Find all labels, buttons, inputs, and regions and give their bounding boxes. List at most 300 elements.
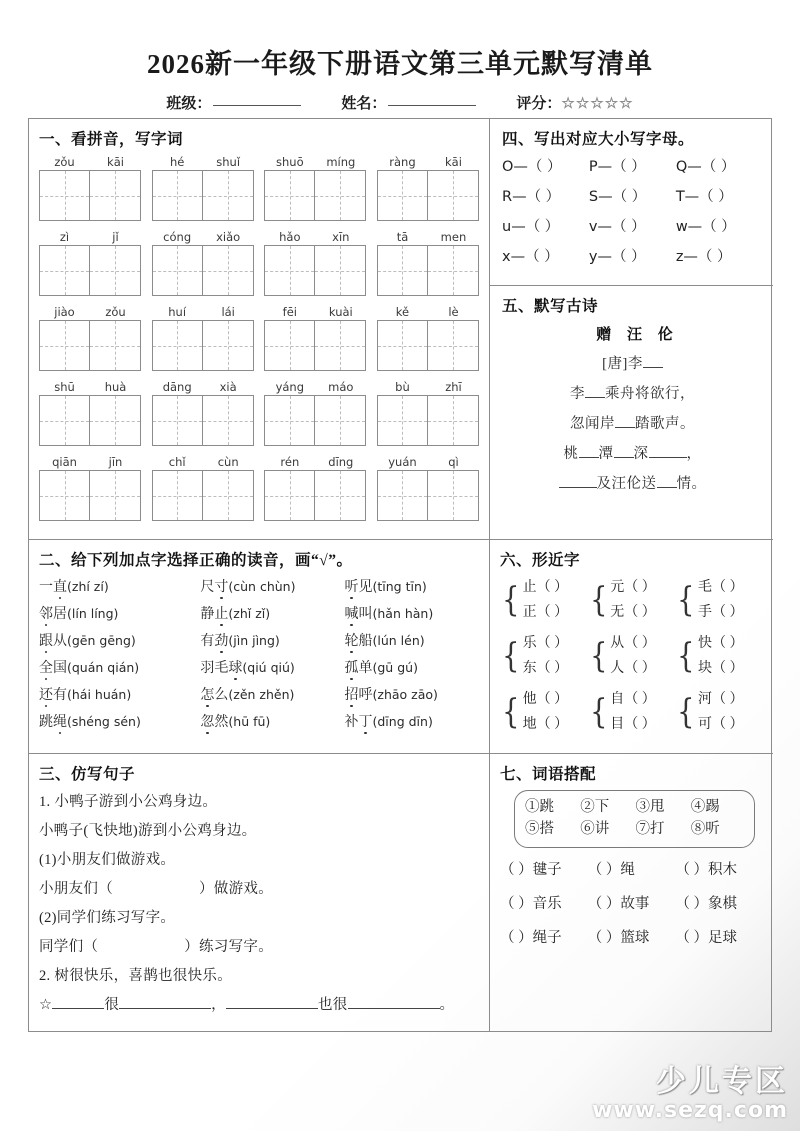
s3-line-1: 1. 小鸭子游到小公鸡身边。	[39, 794, 218, 810]
pinyin-word-group	[152, 305, 254, 371]
pinyin-syllable: zì	[59, 230, 70, 244]
pinyin-options[interactable]: (quán qián)	[67, 660, 140, 675]
tianzige-grid[interactable]	[377, 245, 479, 296]
tianzige-cell[interactable]	[203, 396, 253, 445]
section-2-choose-pinyin	[29, 540, 490, 754]
pinyin-choice-item[interactable]	[200, 684, 344, 704]
dotted-char: 招	[345, 684, 359, 704]
dotted-char: 绳	[53, 711, 67, 731]
word-match-row	[500, 926, 763, 947]
s3-blank-c[interactable]	[226, 995, 318, 1009]
tianzige-grid[interactable]	[264, 170, 366, 221]
pinyin-options[interactable]: (hǎn hàn)	[372, 606, 434, 621]
tianzige-cell[interactable]	[90, 321, 140, 370]
pinyin-options[interactable]: (zěn zhěn)	[228, 687, 295, 702]
pinyin-syllable: lái	[221, 305, 235, 319]
pinyin-syllable: hé	[169, 155, 185, 169]
tianzige-cell[interactable]	[428, 321, 478, 370]
pinyin-choice-item[interactable]	[39, 603, 200, 623]
word-match-item[interactable]: （ ）绳子	[500, 929, 562, 946]
poem-text: 深	[633, 446, 649, 462]
tianzige-grid[interactable]	[264, 245, 366, 296]
dotted-char: 劲	[214, 630, 228, 650]
poem-blank[interactable]	[585, 385, 605, 398]
pinyin-options[interactable]: (qiú qiú)	[242, 660, 295, 675]
left-brace-icon: {	[502, 580, 520, 621]
word-bank-item[interactable]: ④踢	[690, 799, 720, 815]
tianzige-grid[interactable]	[39, 470, 141, 521]
section-1-rows	[39, 155, 479, 521]
tianzige-grid[interactable]	[39, 170, 141, 221]
pinyin-syllable: tā	[396, 230, 409, 244]
tianzige-cell[interactable]	[315, 396, 365, 445]
similar-char-pair	[500, 632, 588, 681]
pinyin-options[interactable]: (shéng sén)	[67, 714, 141, 729]
letter-pair-item[interactable]: y—（ ）	[588, 249, 646, 265]
poem-text: 乘舟将欲行，	[605, 386, 695, 402]
section-6-similar-chars	[490, 540, 773, 754]
pinyin-labels	[152, 380, 254, 394]
pinyin-syllable: rén	[280, 455, 300, 469]
pinyin-syllable: shuō	[276, 155, 304, 169]
section-3-title: 三、仿写句子	[39, 766, 136, 783]
pinyin-choice-row	[39, 684, 479, 704]
similar-char-item[interactable]: 从（ ）	[610, 636, 656, 651]
tianzige-grid[interactable]	[264, 320, 366, 371]
pinyin-syllable: kāi	[107, 155, 124, 169]
pinyin-options[interactable]: (dīng dīn)	[372, 714, 433, 729]
tianzige-grid[interactable]	[377, 395, 479, 446]
word-match-item[interactable]: （ ）毽子	[500, 861, 562, 878]
tianzige-grid[interactable]	[377, 170, 479, 221]
tianzige-cell[interactable]	[90, 171, 140, 220]
left-brace-icon: {	[502, 636, 520, 677]
similar-char-item[interactable]: 他（ ）	[522, 692, 569, 707]
star-icon: ☆	[39, 997, 53, 1013]
pinyin-labels	[264, 455, 366, 469]
pinyin-labels	[152, 155, 254, 169]
poem-author-text: [唐]李	[602, 356, 643, 372]
letter-pair-item[interactable]: O—（ ）	[502, 159, 562, 175]
similar-char-item[interactable]: 目（ ）	[610, 716, 656, 732]
char: 单	[358, 661, 373, 676]
dotted-char: 邻	[39, 603, 53, 623]
dotted-char: 丁	[359, 711, 373, 731]
section-2-title: 二、给下列加点字选择正确的读音，画“√”。	[39, 552, 353, 569]
word-bank-row	[525, 818, 746, 840]
pinyin-syllable: yuán	[388, 455, 417, 469]
pair-words	[523, 576, 569, 625]
tianzige-cell[interactable]	[378, 396, 428, 445]
dotted-char: 喊	[345, 603, 359, 623]
tianzige-grid[interactable]	[377, 470, 479, 521]
pinyin-choice-item[interactable]	[200, 630, 344, 650]
pinyin-choice-item[interactable]	[200, 603, 344, 623]
tianzige-cell[interactable]	[153, 171, 203, 220]
pinyin-word-group	[264, 155, 366, 221]
pinyin-labels	[152, 305, 254, 319]
tianzige-cell[interactable]	[428, 471, 478, 520]
pinyin-syllable: shū	[54, 380, 75, 394]
tianzige-cell[interactable]	[90, 396, 140, 445]
letter-pair-row	[502, 155, 763, 176]
pinyin-choice-item[interactable]	[345, 684, 480, 704]
pinyin-syllable: xià	[219, 380, 237, 394]
word-match-row	[500, 858, 763, 879]
pinyin-labels	[39, 380, 141, 394]
tianzige-cell[interactable]	[203, 321, 253, 370]
poem-blank[interactable]	[649, 445, 687, 458]
s3-line-8-c: 也很	[317, 997, 348, 1013]
tianzige-cell[interactable]	[265, 471, 315, 520]
dotted-char: 孤	[345, 657, 359, 677]
pinyin-options[interactable]: (gēn gēng)	[67, 633, 136, 648]
tianzige-cell[interactable]	[428, 171, 478, 220]
word-bank-item[interactable]: ①跳	[525, 799, 554, 815]
pinyin-syllable: bù	[395, 380, 410, 394]
pinyin-word-group	[39, 455, 141, 521]
pinyin-syllable: kāi	[445, 155, 462, 169]
word-match-item[interactable]: （ ）故事	[587, 895, 650, 912]
similar-char-item[interactable]: 人（ ）	[610, 660, 656, 676]
similar-char-pair	[500, 576, 588, 625]
word-match-item[interactable]: （ ）音乐	[500, 895, 562, 912]
similar-char-item[interactable]: 正（ ）	[522, 604, 569, 620]
similar-char-item[interactable]: 自（ ）	[610, 692, 656, 707]
tianzige-cell[interactable]	[203, 171, 253, 220]
similar-char-item[interactable]: 毛（ ）	[697, 580, 744, 595]
pinyin-choice-row	[39, 603, 479, 623]
pinyin-choice-row	[39, 576, 479, 596]
s3-line-6	[39, 935, 479, 956]
pair-words	[698, 632, 744, 681]
word-bank-item[interactable]: ⑥讲	[580, 821, 610, 838]
poem-text: 情。	[676, 476, 707, 492]
tianzige-grid[interactable]	[39, 395, 141, 446]
tianzige-grid[interactable]	[39, 320, 141, 371]
score-label: 评分：	[516, 96, 562, 112]
s3-blank-d[interactable]	[348, 995, 440, 1009]
pinyin-labels	[39, 230, 141, 244]
tianzige-cell[interactable]	[378, 171, 428, 220]
word-match-item[interactable]: （ ）篮球	[587, 929, 650, 946]
pinyin-choice-item[interactable]	[345, 711, 480, 731]
pinyin-syllable: huí	[168, 305, 187, 319]
tianzige-cell[interactable]	[378, 471, 428, 520]
left-brace-icon: {	[502, 692, 520, 733]
tianzige-grid[interactable]	[264, 395, 366, 446]
tianzige-cell[interactable]	[40, 471, 90, 520]
pinyin-syllable: xīn	[332, 230, 350, 244]
pinyin-choice-item[interactable]	[200, 657, 344, 677]
class-field	[166, 92, 301, 113]
section-2-rows	[39, 576, 479, 731]
tianzige-cell[interactable]	[153, 396, 203, 445]
pinyin-syllable: dāng	[162, 380, 192, 394]
pinyin-choice-item[interactable]	[200, 711, 344, 731]
pair-words	[523, 632, 569, 681]
pinyin-word-group	[264, 455, 366, 521]
letter-pair-item[interactable]: Q—（ ）	[675, 159, 736, 175]
section-5-title: 五、默写古诗	[502, 298, 599, 315]
char: 补	[344, 715, 359, 730]
pinyin-choice-item[interactable]	[345, 603, 480, 623]
pinyin-options[interactable]: (gū gú)	[372, 660, 418, 675]
pinyin-choice-item[interactable]	[39, 711, 200, 731]
pinyin-row	[39, 305, 479, 371]
word-match-item[interactable]: （ ）象棋	[675, 895, 738, 912]
dotted-char: 直	[53, 576, 67, 596]
tianzige-grid[interactable]	[152, 320, 254, 371]
pinyin-word-group	[377, 155, 479, 221]
letter-pair-item[interactable]: T—（ ）	[675, 189, 733, 205]
similar-char-item[interactable]: 止（ ）	[522, 580, 569, 595]
pinyin-row	[39, 230, 479, 296]
tianzige-cell[interactable]	[153, 246, 203, 295]
word-match-item[interactable]: （ ）积木	[675, 861, 738, 878]
section-5-poem	[490, 286, 773, 510]
pinyin-word-group	[152, 155, 254, 221]
word-bank-item[interactable]: ⑧听	[690, 821, 720, 838]
poem-title: 赠 汪 伦	[596, 327, 679, 343]
tianzige-cell[interactable]	[203, 246, 253, 295]
pinyin-labels	[377, 305, 479, 319]
left-brace-icon: {	[677, 636, 695, 677]
word-bank-item[interactable]: ③甩	[635, 799, 665, 815]
char: 叫	[358, 607, 373, 622]
letter-pair-item[interactable]: x—（ ）	[502, 249, 559, 265]
word-match-item[interactable]: （ ）绳	[587, 861, 635, 878]
tianzige-cell[interactable]	[265, 171, 315, 220]
tianzige-cell[interactable]	[153, 471, 203, 520]
tianzige-cell[interactable]	[315, 471, 365, 520]
pinyin-labels	[377, 455, 479, 469]
name-input-line[interactable]	[388, 93, 476, 106]
pinyin-syllable: huà	[104, 380, 127, 394]
pinyin-syllable: hǎo	[279, 230, 301, 244]
s3-line-8-d: 。	[439, 997, 455, 1013]
tianzige-cell[interactable]	[153, 321, 203, 370]
similar-char-item[interactable]: 河（ ）	[697, 692, 744, 707]
pinyin-syllable: cùn	[217, 455, 239, 469]
tianzige-cell[interactable]	[203, 471, 253, 520]
pinyin-options[interactable]: (tīng tīn)	[372, 579, 427, 594]
dotted-char: 跟	[39, 630, 53, 650]
s3-line-7: 2. 树很快乐，喜鹊也很快乐。	[39, 968, 232, 984]
dotted-char: 全	[39, 657, 53, 677]
word-bank-item[interactable]: ②下	[580, 799, 610, 815]
pinyin-options[interactable]: (zhāo zāo)	[372, 687, 438, 702]
letter-pair-item[interactable]: v—（ ）	[588, 219, 646, 235]
poem-blank[interactable]	[657, 475, 677, 488]
tianzige-cell[interactable]	[378, 321, 428, 370]
section-4-title: 四、写出对应大小写字母。	[502, 131, 695, 148]
pinyin-choice-item[interactable]	[200, 576, 344, 596]
pinyin-choice-item[interactable]	[345, 630, 480, 650]
poem-blank[interactable]	[579, 445, 599, 458]
tianzige-cell[interactable]	[428, 396, 478, 445]
pinyin-syllable: shuǐ	[216, 155, 241, 169]
tianzige-cell[interactable]	[315, 171, 365, 220]
similar-char-item[interactable]: 块（ ）	[697, 660, 744, 676]
student-meta-row	[0, 92, 800, 113]
similar-char-item[interactable]: 无（ ）	[610, 604, 656, 620]
worksheet-grid	[28, 118, 772, 1032]
letter-pair-item[interactable]: R—（ ）	[502, 189, 561, 205]
tianzige-cell[interactable]	[40, 171, 90, 220]
s3-blank-b[interactable]	[119, 995, 211, 1009]
section-6-title: 六、形近字	[500, 552, 581, 569]
pinyin-syllable: kě	[395, 305, 410, 319]
pinyin-options[interactable]: (lín líng)	[67, 606, 119, 621]
tianzige-cell[interactable]	[428, 246, 478, 295]
pinyin-options[interactable]: (jìn jìng)	[228, 633, 280, 648]
poem-line	[502, 442, 763, 463]
pinyin-options[interactable]: (hū fū)	[228, 714, 271, 729]
pinyin-syllable: cóng	[163, 230, 192, 244]
left-brace-icon: {	[589, 580, 608, 621]
pinyin-word-group	[152, 380, 254, 446]
tianzige-cell[interactable]	[315, 321, 365, 370]
pinyin-options[interactable]: (zhǐ zǐ)	[228, 606, 271, 621]
name-field	[341, 92, 476, 113]
s3-line-6-pre: 同学们（	[39, 939, 99, 955]
word-match-item[interactable]: （ ）足球	[675, 929, 738, 946]
tianzige-grid[interactable]	[377, 320, 479, 371]
letter-pair-item[interactable]: z—（ ）	[675, 249, 732, 265]
section-7-word-matching	[490, 754, 773, 1031]
pinyin-choice-item[interactable]	[345, 576, 480, 596]
similar-char-item[interactable]: 元（ ）	[610, 580, 656, 595]
tianzige-grid[interactable]	[39, 245, 141, 296]
tianzige-cell[interactable]	[40, 321, 90, 370]
char: 有	[200, 634, 215, 649]
section-7-match-rows	[500, 858, 763, 947]
pinyin-choice-item[interactable]	[39, 684, 200, 704]
word-bank-item[interactable]: ⑦打	[635, 821, 665, 838]
tianzige-cell[interactable]	[378, 246, 428, 295]
pinyin-word-group	[152, 455, 254, 521]
pinyin-syllable: zǒu	[105, 305, 126, 319]
letter-pair-item[interactable]: P—（ ）	[588, 159, 646, 175]
s3-line-5: (2)同学们练习写字。	[39, 910, 176, 926]
char: 有	[53, 688, 67, 703]
tianzige-cell[interactable]	[265, 246, 315, 295]
watermark	[592, 1063, 788, 1124]
tianzige-cell[interactable]	[90, 246, 140, 295]
pinyin-row	[39, 155, 479, 221]
pair-words	[523, 688, 569, 737]
similar-char-item[interactable]: 手（ ）	[697, 604, 744, 620]
score-field	[516, 92, 633, 113]
tianzige-grid[interactable]	[152, 470, 254, 521]
poem-text: ，	[686, 446, 702, 462]
char: 然	[214, 715, 229, 730]
poem-blank[interactable]	[643, 355, 663, 368]
section-7-title: 七、词语搭配	[500, 766, 597, 783]
dotted-char: 听	[345, 576, 359, 596]
pinyin-labels	[39, 455, 141, 469]
pinyin-syllable: men	[440, 230, 467, 244]
tianzige-grid[interactable]	[152, 170, 254, 221]
left-brace-icon: {	[677, 692, 695, 733]
similar-char-item[interactable]: 东（ ）	[522, 660, 569, 676]
similar-char-item[interactable]: 快（ ）	[697, 636, 744, 651]
tianzige-cell[interactable]	[90, 471, 140, 520]
letter-pair-item[interactable]: S—（ ）	[588, 189, 647, 205]
pinyin-choice-item[interactable]	[39, 657, 200, 677]
letter-pair-item[interactable]: w—（ ）	[675, 219, 736, 235]
pair-words	[610, 576, 656, 625]
star-rating[interactable]: ☆☆☆☆☆	[561, 96, 634, 112]
tianzige-grid[interactable]	[152, 395, 254, 446]
poem-blank[interactable]	[614, 445, 634, 458]
pinyin-options[interactable]: (zhí zí)	[67, 579, 109, 594]
poem-text: 踏歌声。	[635, 416, 695, 432]
poem-blank[interactable]	[615, 415, 635, 428]
dotted-char: 球	[228, 657, 242, 677]
char: 呼	[358, 688, 373, 703]
pinyin-syllable: jīn	[108, 455, 123, 469]
tianzige-cell[interactable]	[265, 396, 315, 445]
s3-line-6-post: ）练习写字。	[184, 939, 274, 955]
tianzige-cell[interactable]	[40, 396, 90, 445]
pinyin-labels	[264, 305, 366, 319]
pinyin-options[interactable]: (hái huán)	[67, 687, 132, 702]
tianzige-grid[interactable]	[264, 470, 366, 521]
pinyin-labels	[264, 380, 366, 394]
char: 船	[358, 634, 373, 649]
pinyin-syllable: lè	[448, 305, 459, 319]
pinyin-labels	[39, 305, 141, 319]
pinyin-labels	[39, 155, 141, 169]
tianzige-grid[interactable]	[152, 245, 254, 296]
s3-blank-a[interactable]	[52, 995, 104, 1009]
class-input-line[interactable]	[213, 93, 301, 106]
similar-char-item[interactable]: 地（ ）	[522, 716, 569, 732]
pinyin-options[interactable]: (cùn chùn)	[228, 579, 296, 594]
similar-char-item[interactable]: 乐（ ）	[522, 636, 569, 651]
poem-text: 忽闻岸	[570, 416, 615, 432]
dotted-char: 怎	[200, 684, 214, 704]
tianzige-cell[interactable]	[40, 246, 90, 295]
pinyin-choice-row	[39, 711, 479, 731]
letter-pair-row	[502, 185, 763, 206]
poem-blank[interactable]	[559, 475, 597, 488]
pinyin-choice-item[interactable]	[39, 576, 200, 596]
letter-pair-item[interactable]: u—（ ）	[502, 219, 560, 235]
similar-char-item[interactable]: 可（ ）	[697, 716, 744, 732]
pinyin-syllable: xiǎo	[216, 230, 241, 244]
word-bank-item[interactable]: ⑤搭	[525, 821, 554, 838]
s3-line-8	[39, 993, 479, 1014]
similar-char-row	[500, 576, 763, 625]
pinyin-choice-item[interactable]	[345, 657, 480, 677]
section-1-title: 一、看拼音，写字词	[39, 131, 184, 148]
tianzige-cell[interactable]	[265, 321, 315, 370]
pair-words	[610, 688, 656, 737]
dotted-char: 忽	[200, 711, 214, 731]
tianzige-cell[interactable]	[315, 246, 365, 295]
pinyin-word-group	[377, 380, 479, 446]
char: 从	[53, 634, 67, 649]
poem-author	[502, 352, 763, 373]
pinyin-choice-item[interactable]	[39, 630, 200, 650]
pinyin-syllable: zhī	[445, 380, 462, 394]
similar-char-pair	[588, 576, 676, 625]
s3-line-3: (1)小朋友们做游戏。	[39, 852, 176, 868]
pinyin-options[interactable]: (lún lén)	[372, 633, 425, 648]
